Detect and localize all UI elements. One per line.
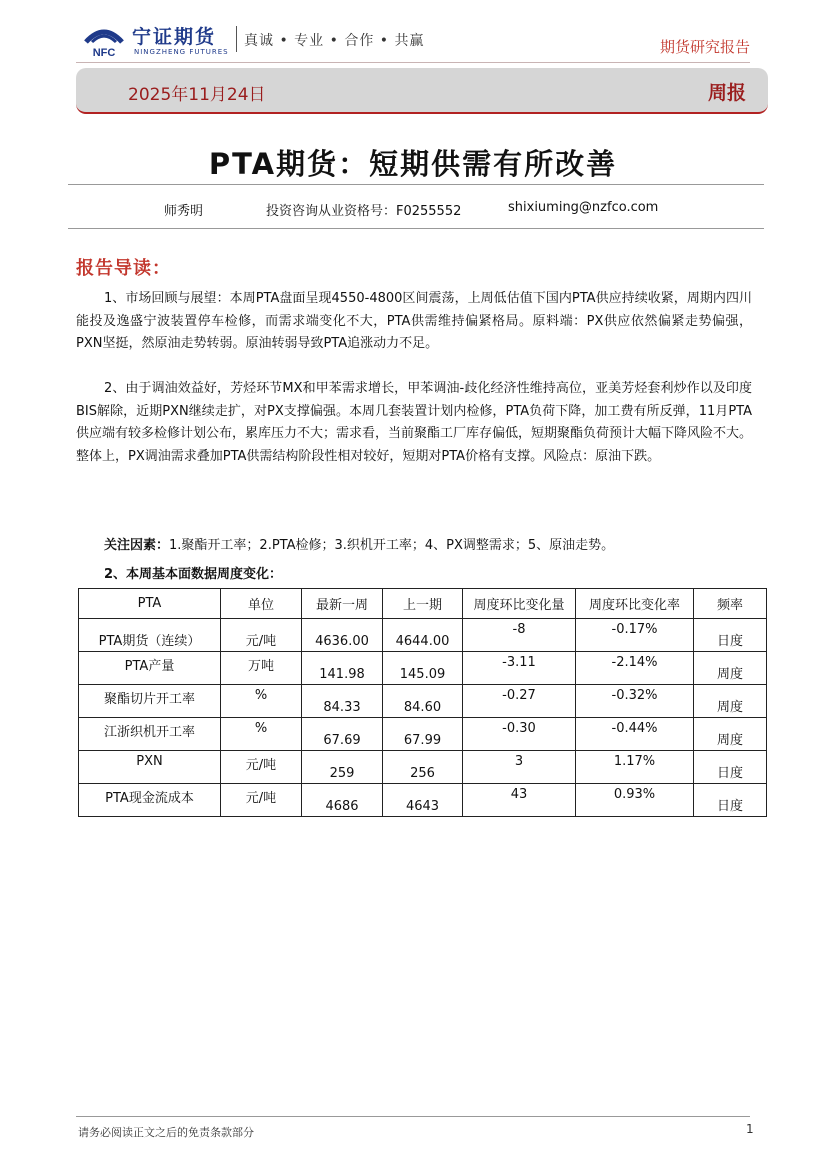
- table-header-cell: 周度环比变化率: [576, 589, 694, 619]
- table-cell: 84.60: [383, 685, 463, 718]
- author-qualification: 投资咨询从业资格号：F0255552: [266, 204, 462, 219]
- table-row: [79, 718, 767, 751]
- table-cell: 4643: [383, 784, 463, 817]
- title-divider: [68, 184, 764, 185]
- focus-label: 关注因素：: [104, 538, 170, 553]
- focus-factors: [104, 534, 614, 553]
- table-cell: PTA期货（连续）: [79, 619, 221, 652]
- report-title: PTA期货：短期供需有所改善: [208, 147, 618, 181]
- table-cell: 江浙织机开工率: [79, 718, 221, 751]
- table-cell: -2.14%: [576, 652, 694, 685]
- table-cell: %: [221, 685, 302, 718]
- table-cell: 3: [463, 751, 576, 784]
- table-cell: 145.09: [383, 652, 463, 685]
- table-row: [79, 619, 767, 652]
- page-number: 1: [746, 1122, 754, 1136]
- report-frequency: 周报: [707, 82, 746, 104]
- table-cell: -0.32%: [576, 685, 694, 718]
- table-header-cell: 上一期: [383, 589, 463, 619]
- table-cell: -0.17%: [576, 619, 694, 652]
- table-heading: 2、本周基本面数据周度变化：: [104, 567, 283, 582]
- table-cell: PTA产量: [79, 652, 221, 685]
- table-row: [79, 685, 767, 718]
- table-row: [79, 784, 767, 817]
- table-header-cell: PTA: [79, 589, 221, 619]
- table-header-cell: 最新一周: [302, 589, 383, 619]
- fundamentals-table: [78, 588, 767, 817]
- table-cell: 聚酯切片开工率: [79, 685, 221, 718]
- table-cell: 周度: [694, 718, 767, 751]
- table-cell: 4686: [302, 784, 383, 817]
- table-cell: 元/吨: [221, 619, 302, 652]
- logo-abbr: NFC: [92, 47, 116, 59]
- logo-english-name: NINGZHENG FUTURES: [134, 48, 229, 56]
- table-cell: 43: [463, 784, 576, 817]
- table-header-cell: 频率: [694, 589, 767, 619]
- table-cell: 84.33: [302, 685, 383, 718]
- logo-divider: [236, 26, 237, 52]
- table-cell: 4644.00: [383, 619, 463, 652]
- date-banner: [76, 68, 768, 114]
- table-cell: -0.44%: [576, 718, 694, 751]
- table-cell: -8: [463, 619, 576, 652]
- author-name: 师秀明: [164, 204, 204, 219]
- lead-heading: 报告导读：: [76, 258, 171, 279]
- report-type-label: 期货研究报告: [659, 38, 750, 56]
- table-cell: 256: [383, 751, 463, 784]
- company-slogan: 真诚 • 专业 • 合作 • 共赢: [244, 33, 425, 49]
- table-cell: 4636.00: [302, 619, 383, 652]
- table-cell: 万吨: [221, 652, 302, 685]
- table-cell: PXN: [79, 751, 221, 784]
- logo-chinese-name: 宁证期货: [132, 26, 217, 48]
- table-cell: 日度: [694, 784, 767, 817]
- table-cell: -0.27: [463, 685, 576, 718]
- table-cell: 141.98: [302, 652, 383, 685]
- lead-paragraph-2: 2、由于调油效益好，芳烃环节MX和甲苯需求增长，甲苯调油-歧化经济性维持高位，亚美芳烃套利炒作以及印度BIS解除，近期PXN继续走扩，对PX支撑偏强。本周几套装置计划内检修，PTA负荷下降，加工费有所反弹，11月PTA供应端有较多检修计划公布，累库压力不大；需求看，当前聚酯工厂库存偏低，短期聚酯负荷预计大幅下降风险不大。整体上，PX调油需求叠加PTA供需结构阶段性相对较好，短期对PTA价格有支撑。风险点：原油下跌。: [76, 381, 753, 464]
- table-cell: 1.17%: [576, 751, 694, 784]
- table-header-cell: 周度环比变化量: [463, 589, 576, 619]
- table-cell: 0.93%: [576, 784, 694, 817]
- footer-disclaimer: 请务必阅读正文之后的免责条款部分: [78, 1126, 254, 1139]
- table-header-row: [79, 589, 767, 619]
- footer-divider: [76, 1116, 750, 1117]
- report-date: 2025年11月24日: [128, 85, 266, 105]
- table-cell: -0.30: [463, 718, 576, 751]
- table-cell: %: [221, 718, 302, 751]
- table-cell: 日度: [694, 619, 767, 652]
- company-logo: [82, 20, 232, 60]
- table-cell: 周度: [694, 652, 767, 685]
- table-row: [79, 652, 767, 685]
- lead-paragraph-1: 1、市场回顾与展望：本周PTA盘面呈现4550-4800区间震荡，上周低估值下国内PTA供应持续收紧，周期内四川能投及逸盛宁波装置停车检修，而需求端变化不大，PTA供需维持偏紧格局。原料端：PX供应依然偏紧走势偏强，PXN坚挺，然原油走势转弱。原油转弱导致PTA追涨动力不足。: [76, 291, 752, 351]
- nfc-logo-icon: [82, 20, 126, 60]
- table-row: [79, 751, 767, 784]
- author-email[interactable]: shixiuming@nzfco.com: [508, 200, 659, 215]
- table-cell: 周度: [694, 685, 767, 718]
- table-cell: PTA现金流成本: [79, 784, 221, 817]
- table-cell: -3.11: [463, 652, 576, 685]
- table-cell: 日度: [694, 751, 767, 784]
- table-cell: 元/吨: [221, 751, 302, 784]
- focus-text: 1.聚酯开工率；2.PTA检修；3.织机开工率；4、PX调整需求；5、原油走势。: [169, 538, 615, 553]
- table-header-cell: 单位: [221, 589, 302, 619]
- table-cell: 元/吨: [221, 784, 302, 817]
- table-cell: 259: [302, 751, 383, 784]
- table-cell: 67.69: [302, 718, 383, 751]
- table-cell: 67.99: [383, 718, 463, 751]
- author-divider: [68, 228, 764, 229]
- header-divider: [76, 62, 750, 63]
